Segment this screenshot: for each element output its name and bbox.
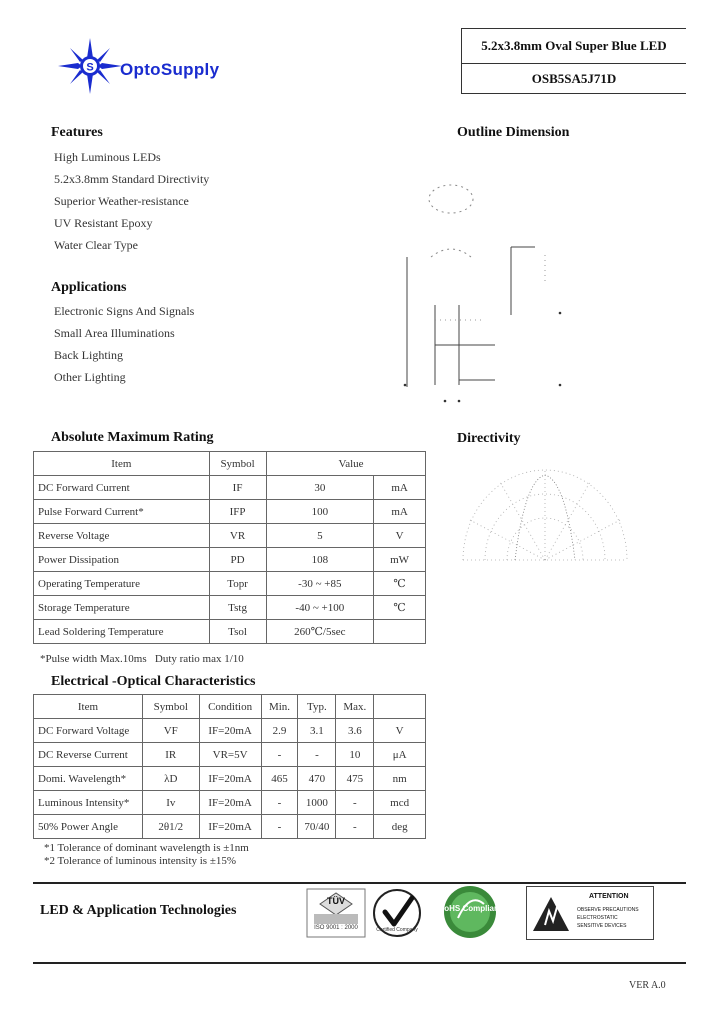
absolute-max-heading: Absolute Maximum Rating xyxy=(51,430,214,445)
cell-unit: mW xyxy=(374,548,426,572)
col-header: Min. xyxy=(261,695,298,719)
esd-attention-badge xyxy=(526,886,654,940)
table-row xyxy=(34,791,426,815)
application-item: Back Lighting xyxy=(54,348,123,362)
cell-typ: 3.1 xyxy=(298,719,336,743)
cell-symbol: IR xyxy=(142,743,199,767)
feature-item: 5.2x3.8mm Standard Directivity xyxy=(54,172,210,186)
features-heading: Features xyxy=(51,125,103,140)
certified-company-badge xyxy=(372,888,422,938)
col-header: Item xyxy=(34,452,210,476)
applications-heading: Applications xyxy=(51,280,127,295)
cell-item: Storage Temperature xyxy=(34,596,210,620)
cell-symbol: PD xyxy=(209,548,266,572)
directivity-heading: Directivity xyxy=(457,431,521,446)
table-header-row xyxy=(34,695,426,719)
cell-value: -30 ~ +85 xyxy=(266,572,374,596)
col-header: Value xyxy=(266,452,426,476)
cell-condition: VR=5V xyxy=(199,743,261,767)
col-header: Symbol xyxy=(142,695,199,719)
cell-min: 465 xyxy=(261,767,298,791)
brand-name: OptoSupply xyxy=(120,60,220,79)
certified-label: Certified Company xyxy=(376,927,418,933)
application-item: Small Area Illuminations xyxy=(54,326,175,340)
col-header xyxy=(374,695,426,719)
feature-item: UV Resistant Epoxy xyxy=(54,216,153,230)
esd-text-line: OBSERVE PRECAUTIONS xyxy=(577,907,639,913)
outline-heading: Outline Dimension xyxy=(457,125,570,140)
cell-item: Pulse Forward Current* xyxy=(34,500,210,524)
esd-text-line: SENSITIVE DEVICES xyxy=(577,923,627,929)
esd-warning-icon xyxy=(531,895,571,935)
cell-unit: ℃ xyxy=(374,572,426,596)
cell-item: DC Forward Voltage xyxy=(34,719,143,743)
cell-value: 260℃/5sec xyxy=(266,620,374,644)
starburst-logo-icon xyxy=(58,38,122,94)
col-header: Condition xyxy=(199,695,261,719)
cell-unit: nm xyxy=(374,767,426,791)
col-header: Item xyxy=(34,695,143,719)
cell-item: Power Dissipation xyxy=(34,548,210,572)
cell-unit: mcd xyxy=(374,791,426,815)
electro-optical-note: *2 Tolerance of luminous intensity is ±15% xyxy=(44,855,237,867)
table-row xyxy=(34,476,426,500)
version-label: VER A.0 xyxy=(629,980,666,991)
cell-unit: μA xyxy=(374,743,426,767)
directivity-polar-chart xyxy=(455,460,635,570)
col-header: Typ. xyxy=(298,695,336,719)
absolute-max-table xyxy=(33,451,426,644)
table-row xyxy=(34,743,426,767)
cell-item: Lead Soldering Temperature xyxy=(34,620,210,644)
cell-typ: 1000 xyxy=(298,791,336,815)
cell-max: 3.6 xyxy=(336,719,374,743)
cell-value: 5 xyxy=(266,524,374,548)
cell-typ: - xyxy=(298,743,336,767)
table-row xyxy=(34,620,426,644)
cell-unit: mA xyxy=(374,476,426,500)
cell-unit: V xyxy=(374,524,426,548)
table-header-row xyxy=(34,452,426,476)
table-row xyxy=(34,767,426,791)
table-row xyxy=(34,596,426,620)
footer-divider-bottom xyxy=(33,962,686,964)
cell-min: - xyxy=(261,743,298,767)
cell-item: Operating Temperature xyxy=(34,572,210,596)
table-row xyxy=(34,815,426,839)
cell-value: 108 xyxy=(266,548,374,572)
esd-attention-title: ATTENTION xyxy=(589,893,629,900)
cell-typ: 70/40 xyxy=(298,815,336,839)
product-title: 5.2x3.8mm Oval Super Blue LED xyxy=(462,29,686,64)
cell-max: 10 xyxy=(336,743,374,767)
cell-symbol: Topr xyxy=(209,572,266,596)
cell-max: - xyxy=(336,815,374,839)
cell-item: Domi. Wavelength* xyxy=(34,767,143,791)
cell-symbol: Iv xyxy=(142,791,199,815)
rohs-badge xyxy=(438,884,502,940)
cell-condition: IF=20mA xyxy=(199,719,261,743)
electro-optical-table xyxy=(33,694,426,839)
cell-typ: 470 xyxy=(298,767,336,791)
application-item: Other Lighting xyxy=(54,370,126,384)
cell-symbol: λD xyxy=(142,767,199,791)
esd-text-line: ELECTROSTATIC xyxy=(577,915,618,921)
part-number: OSB5SA5J71D xyxy=(531,71,617,86)
col-header: Symbol xyxy=(209,452,266,476)
cell-item: DC Forward Current xyxy=(34,476,210,500)
logo-letter: S xyxy=(86,61,94,74)
table-row xyxy=(34,548,426,572)
cell-unit xyxy=(374,620,426,644)
cell-item: Luminous Intensity* xyxy=(34,791,143,815)
table-row xyxy=(34,500,426,524)
absolute-max-note: *Pulse width Max.10ms Duty ratio max 1/10 xyxy=(40,653,244,665)
table-row xyxy=(34,572,426,596)
table-row xyxy=(34,524,426,548)
cell-condition: IF=20mA xyxy=(199,767,261,791)
cell-item: DC Reverse Current xyxy=(34,743,143,767)
col-header: Max. xyxy=(336,695,374,719)
cell-symbol: 2θ1/2 xyxy=(142,815,199,839)
feature-item: Water Clear Type xyxy=(54,238,138,252)
cell-item: Reverse Voltage xyxy=(34,524,210,548)
table-row xyxy=(34,719,426,743)
electro-optical-note: *1 Tolerance of dominant wavelength is ±1nm xyxy=(44,842,249,854)
rohs-label: RoHS Compliant xyxy=(438,904,502,913)
cell-item: 50% Power Angle xyxy=(34,815,143,839)
cell-max: 475 xyxy=(336,767,374,791)
cell-symbol: IF xyxy=(209,476,266,500)
feature-item: Superior Weather-resistance xyxy=(54,194,189,208)
tuv-caption: ISO 9001 : 2000 xyxy=(314,925,358,931)
tuv-badge xyxy=(306,888,366,938)
cell-symbol: Tstg xyxy=(209,596,266,620)
footer-title: LED & Application Technologies xyxy=(40,903,237,918)
cell-unit: ℃ xyxy=(374,596,426,620)
electro-optical-heading: Electrical -Optical Characteristics xyxy=(51,674,256,689)
cell-condition: IF=20mA xyxy=(199,815,261,839)
cell-max: - xyxy=(336,791,374,815)
cell-value: 30 xyxy=(266,476,374,500)
cell-unit: deg xyxy=(374,815,426,839)
cell-min: - xyxy=(261,815,298,839)
company-logo xyxy=(58,38,278,94)
cell-symbol: IFP xyxy=(209,500,266,524)
cell-value: -40 ~ +100 xyxy=(266,596,374,620)
outline-dimension-drawing xyxy=(395,175,575,405)
product-title-box xyxy=(461,28,686,94)
cell-symbol: VF xyxy=(142,719,199,743)
cell-condition: IF=20mA xyxy=(199,791,261,815)
cell-value: 100 xyxy=(266,500,374,524)
cell-min: 2.9 xyxy=(261,719,298,743)
cell-symbol: VR xyxy=(209,524,266,548)
footer-divider-top xyxy=(33,882,686,884)
cell-symbol: Tsol xyxy=(209,620,266,644)
application-item: Electronic Signs And Signals xyxy=(54,304,195,318)
tuv-label: TÜV xyxy=(327,896,345,906)
feature-item: High Luminous LEDs xyxy=(54,150,161,164)
cell-unit: V xyxy=(374,719,426,743)
cell-min: - xyxy=(261,791,298,815)
cell-unit: mA xyxy=(374,500,426,524)
